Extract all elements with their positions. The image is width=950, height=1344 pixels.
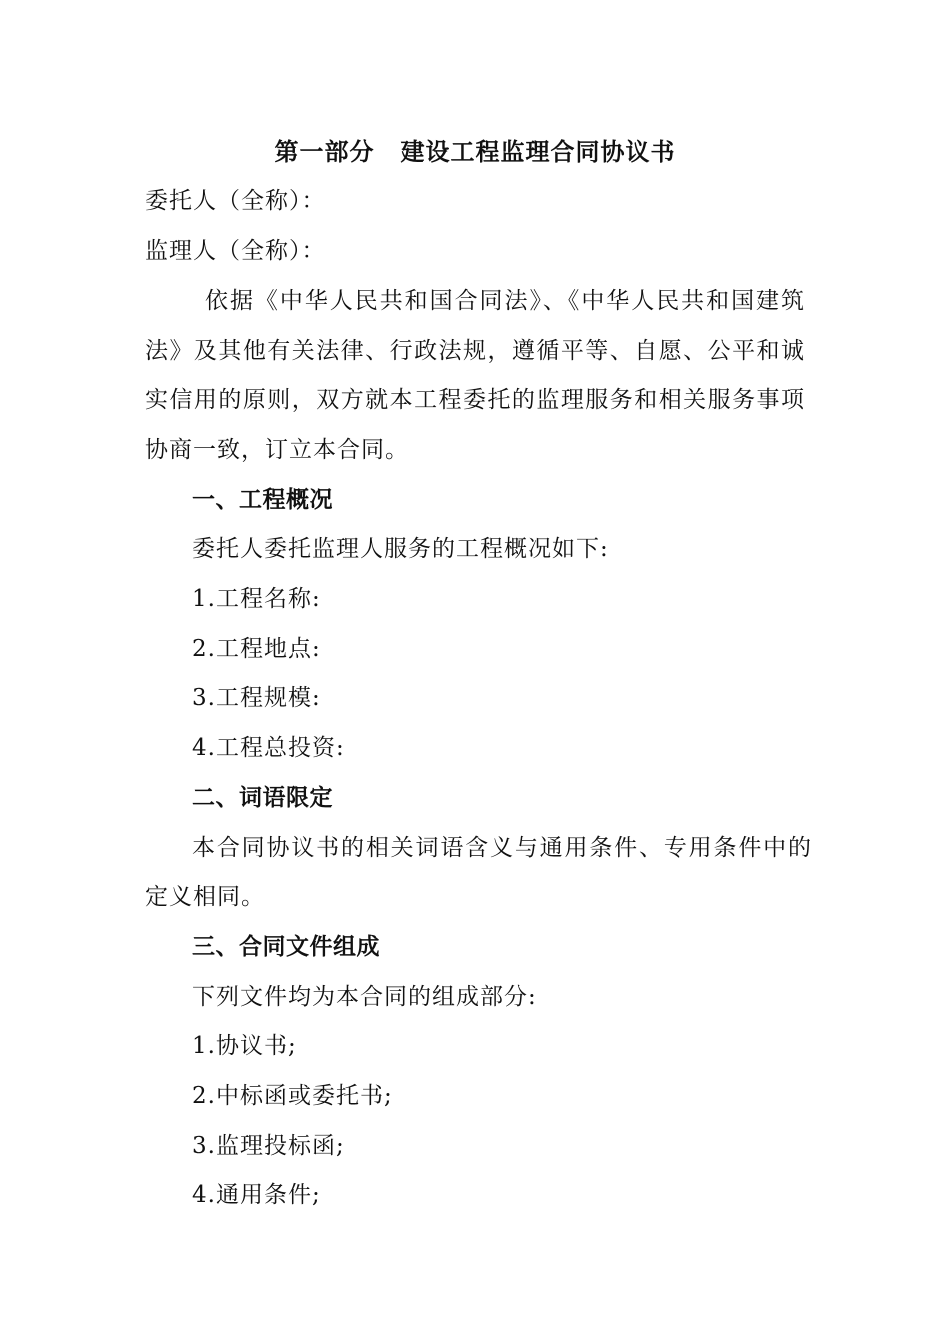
preamble-line-4: 协商一致，订立本合同。 [145,437,409,463]
preamble-line-2: 法》及其他有关法律、行政法规，遵循平等、自愿、公平和诚 [145,338,805,364]
section3-item-4: 4.通用条件; [192,1182,321,1208]
section1-intro: 委托人委托监理人服务的工程概况如下: [192,536,609,562]
section3-intro: 下列文件均为本合同的组成部分: [192,984,537,1010]
section1-item-2: 2.工程地点: [192,636,321,662]
section1-item-3: 3.工程规模: [192,685,321,711]
section2-text-1: 本合同协议书的相关词语含义与通用条件、专用条件中的 [192,835,812,861]
section1-heading: 一、工程概况 [192,487,333,513]
section2-heading: 二、词语限定 [192,785,333,811]
title-part: 第一部分 [274,138,375,166]
section3-item-3: 3.监理投标函; [192,1133,345,1159]
supervisor-line: 监理人（全称）： [145,238,326,264]
section3-heading: 三、合同文件组成 [192,934,380,960]
section3-item-2: 2.中标函或委托书; [192,1083,393,1109]
section2-text-2: 定义相同。 [145,884,265,910]
section1-item-4: 4.工程总投资: [192,735,345,761]
principal-line: 委托人（全称）： [145,188,326,214]
document-title [0,136,950,168]
title-main: 建设工程监理合同协议书 [400,138,676,166]
preamble-line-1: 依据《中华人民共和国合同法》、《中华人民共和国建筑 [205,288,805,314]
preamble-line-3: 实信用的原则，双方就本工程委托的监理服务和相关服务事项 [145,387,805,413]
section1-item-1: 1.工程名称: [192,586,321,612]
section3-item-1: 1.协议书; [192,1033,297,1059]
